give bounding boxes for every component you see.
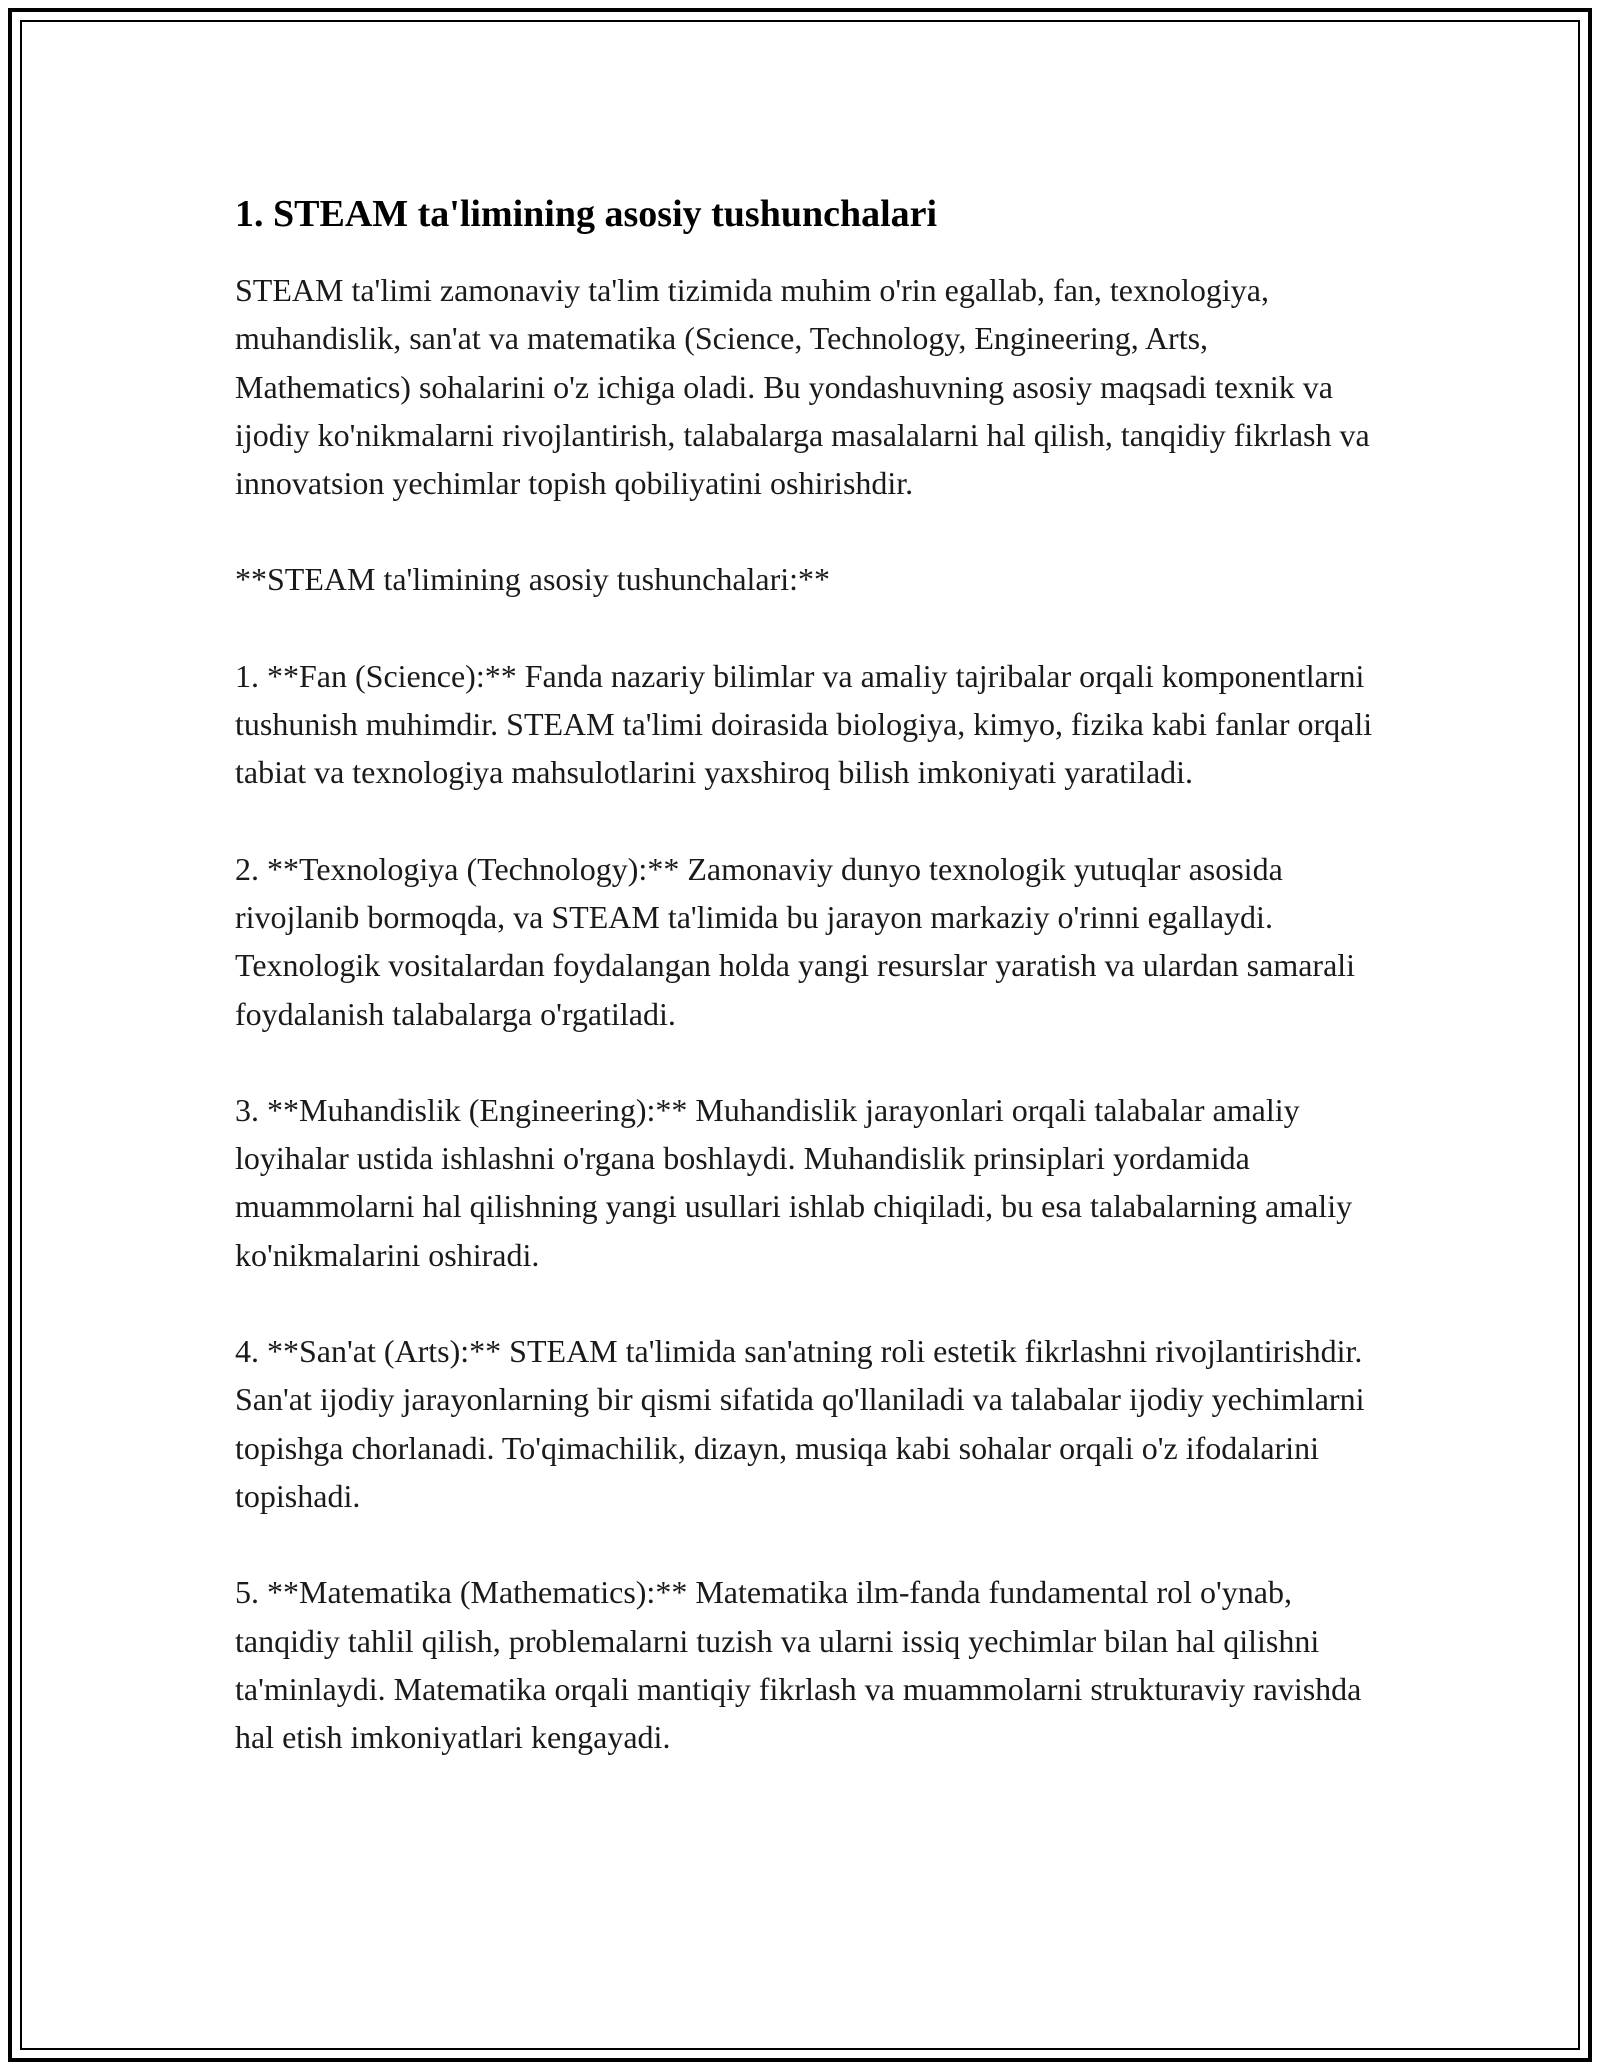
subheading-paragraph: **STEAM ta'limining asosiy tushunchalari:** <box>235 561 831 598</box>
list-item-arts: 4. **San'at (Arts):** STEAM ta'limida san'atning roli estetik fikrlashni rivojlantirishdir. San'at ijodiy jarayonlarning bir qismi sifatida qo'llaniladi va talabalar ijodiy yechimlarni topishga chorlanadi. To'qimachilik, dizayn, musiqa kabi sohalar orqali o'z ifodalarini topishadi. <box>235 1333 1365 1514</box>
document-body <box>235 186 1385 1809</box>
list-item-science: 1. **Fan (Science):** Fanda nazariy bilimlar va amaliy tajribalar orqali komponentlarni tushunish muhimdir. STEAM ta'limi doirasida biologiya, kimyo, fizika kabi fanlar orqali tabiat va texnologiya mahsulotlarini yaxshiroq bilish imkoniyati yaratiladi. <box>235 657 1373 791</box>
section-heading: 1. STEAM ta'limining asosiy tushunchalari <box>235 193 938 235</box>
list-item-engineering: 3. **Muhandislik (Engineering):** Muhandislik jarayonlari orqali talabalar amaliy loyihalar ustida ishlashni o'rgana boshlaydi. Muhandislik prinsiplari yordamida muammolarni hal qilishning yangi usullari ishlab chiqiladi, bu esa talabalarning amaliy ko'nikmalarini oshiradi. <box>235 1091 1353 1273</box>
intro-paragraph: STEAM ta'limi zamonaviy ta'lim tizimida muhim o'rin egallab, fan, texnologiya, muhandislik, san'at va matematika (Science, Technology, Engineering, Arts, Mathematics) sohalarini o'z ichiga oladi. Bu yondashuvning asosiy maqsadi texnik va ijodiy ko'nikmalarni rivojlantirish, talabalarga masalalarni hal qilish, tanqidiy fikrlash va innovatsion yechimlar topish qobiliyatini oshirishdir. <box>235 272 1370 502</box>
list-item-mathematics: 5. **Matematika (Mathematics):** Matematika ilm-fanda fundamental rol o'ynab, tanqidiy tahlil qilish, problemalarni tuzish va ularni issiq yechimlar bilan hal qilishni ta'minlaydi. Matematika orqali mantiqiy fikrlash va muammolarni strukturaviy ravishda hal etish imkoniyatlari kengayadi. <box>235 1574 1362 1756</box>
list-item-technology: 2. **Texnologiya (Technology):** Zamonaviy dunyo texnologik yutuqlar asosida rivojlanib bormoqda, va STEAM ta'limida bu jarayon markaziy o'rinni egallaydi. Texnologik vositalardan foydalangan holda yangi resurslar yaratish va ulardan samarali foydalanish talabalarga o'rgatiladi. <box>235 850 1356 1032</box>
